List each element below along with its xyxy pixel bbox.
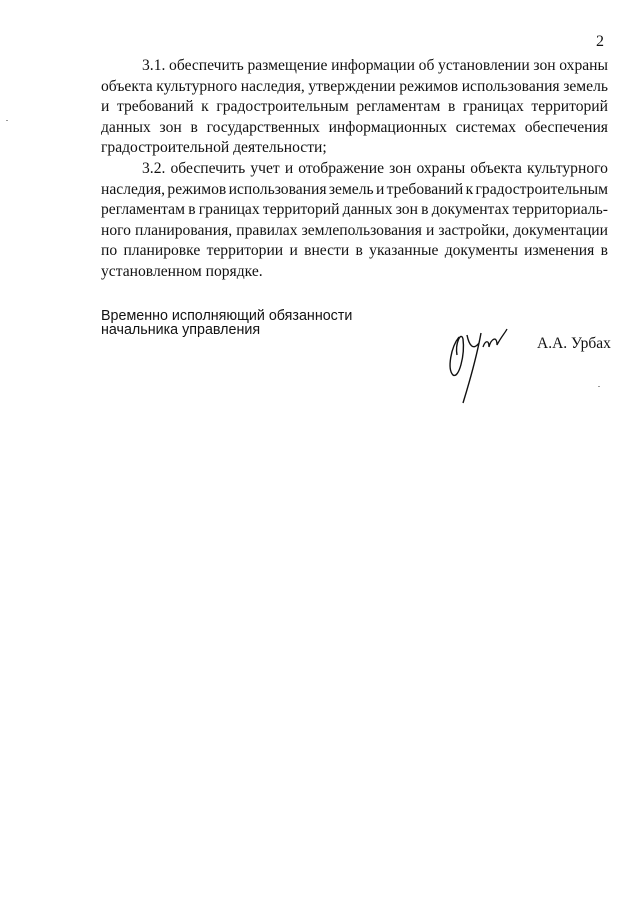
paragraph-3-2 bbox=[101, 159, 608, 283]
paragraph-3-1 bbox=[101, 56, 608, 159]
text-line: данных зон в государственных информационных системах обеспечения bbox=[101, 118, 608, 136]
text-line: регламентам в границах территорий данных зон в документах территориаль- bbox=[101, 201, 608, 219]
scan-speck bbox=[598, 386, 600, 387]
signer-position-line2: начальника управления bbox=[101, 322, 261, 338]
text-line: объекта культурного наследия, утверждении режимов использования земель bbox=[101, 77, 608, 95]
scan-speck bbox=[6, 120, 8, 121]
document-body bbox=[101, 56, 608, 283]
text-line: 3.1. обеспечить размещение информации об установлении зон охраны bbox=[142, 57, 608, 74]
text-line: наследия, режимов использования земель и требований к градостроительным bbox=[101, 180, 608, 198]
text-line: градостроительной деятельности; bbox=[101, 139, 327, 157]
page-number: 2 bbox=[596, 33, 604, 50]
text-line: установленном порядке. bbox=[101, 262, 263, 280]
handwritten-signature-icon bbox=[445, 325, 515, 405]
signer-position bbox=[101, 309, 352, 337]
text-line: и требований к градостроительным регламентам в границах территорий bbox=[101, 98, 608, 116]
text-line: по планировке территории и внести в указанные документы изменения в bbox=[101, 242, 608, 260]
text-line: ного планирования, правилах землепользования и застройки, документации bbox=[101, 221, 608, 239]
signer-name: А.А. Урбах bbox=[537, 335, 611, 352]
text-line: 3.2. обеспечить учет и отображение зон охраны объекта культурного bbox=[142, 159, 608, 177]
signer-position-line1: Временно исполняющий обязанности bbox=[101, 308, 353, 324]
